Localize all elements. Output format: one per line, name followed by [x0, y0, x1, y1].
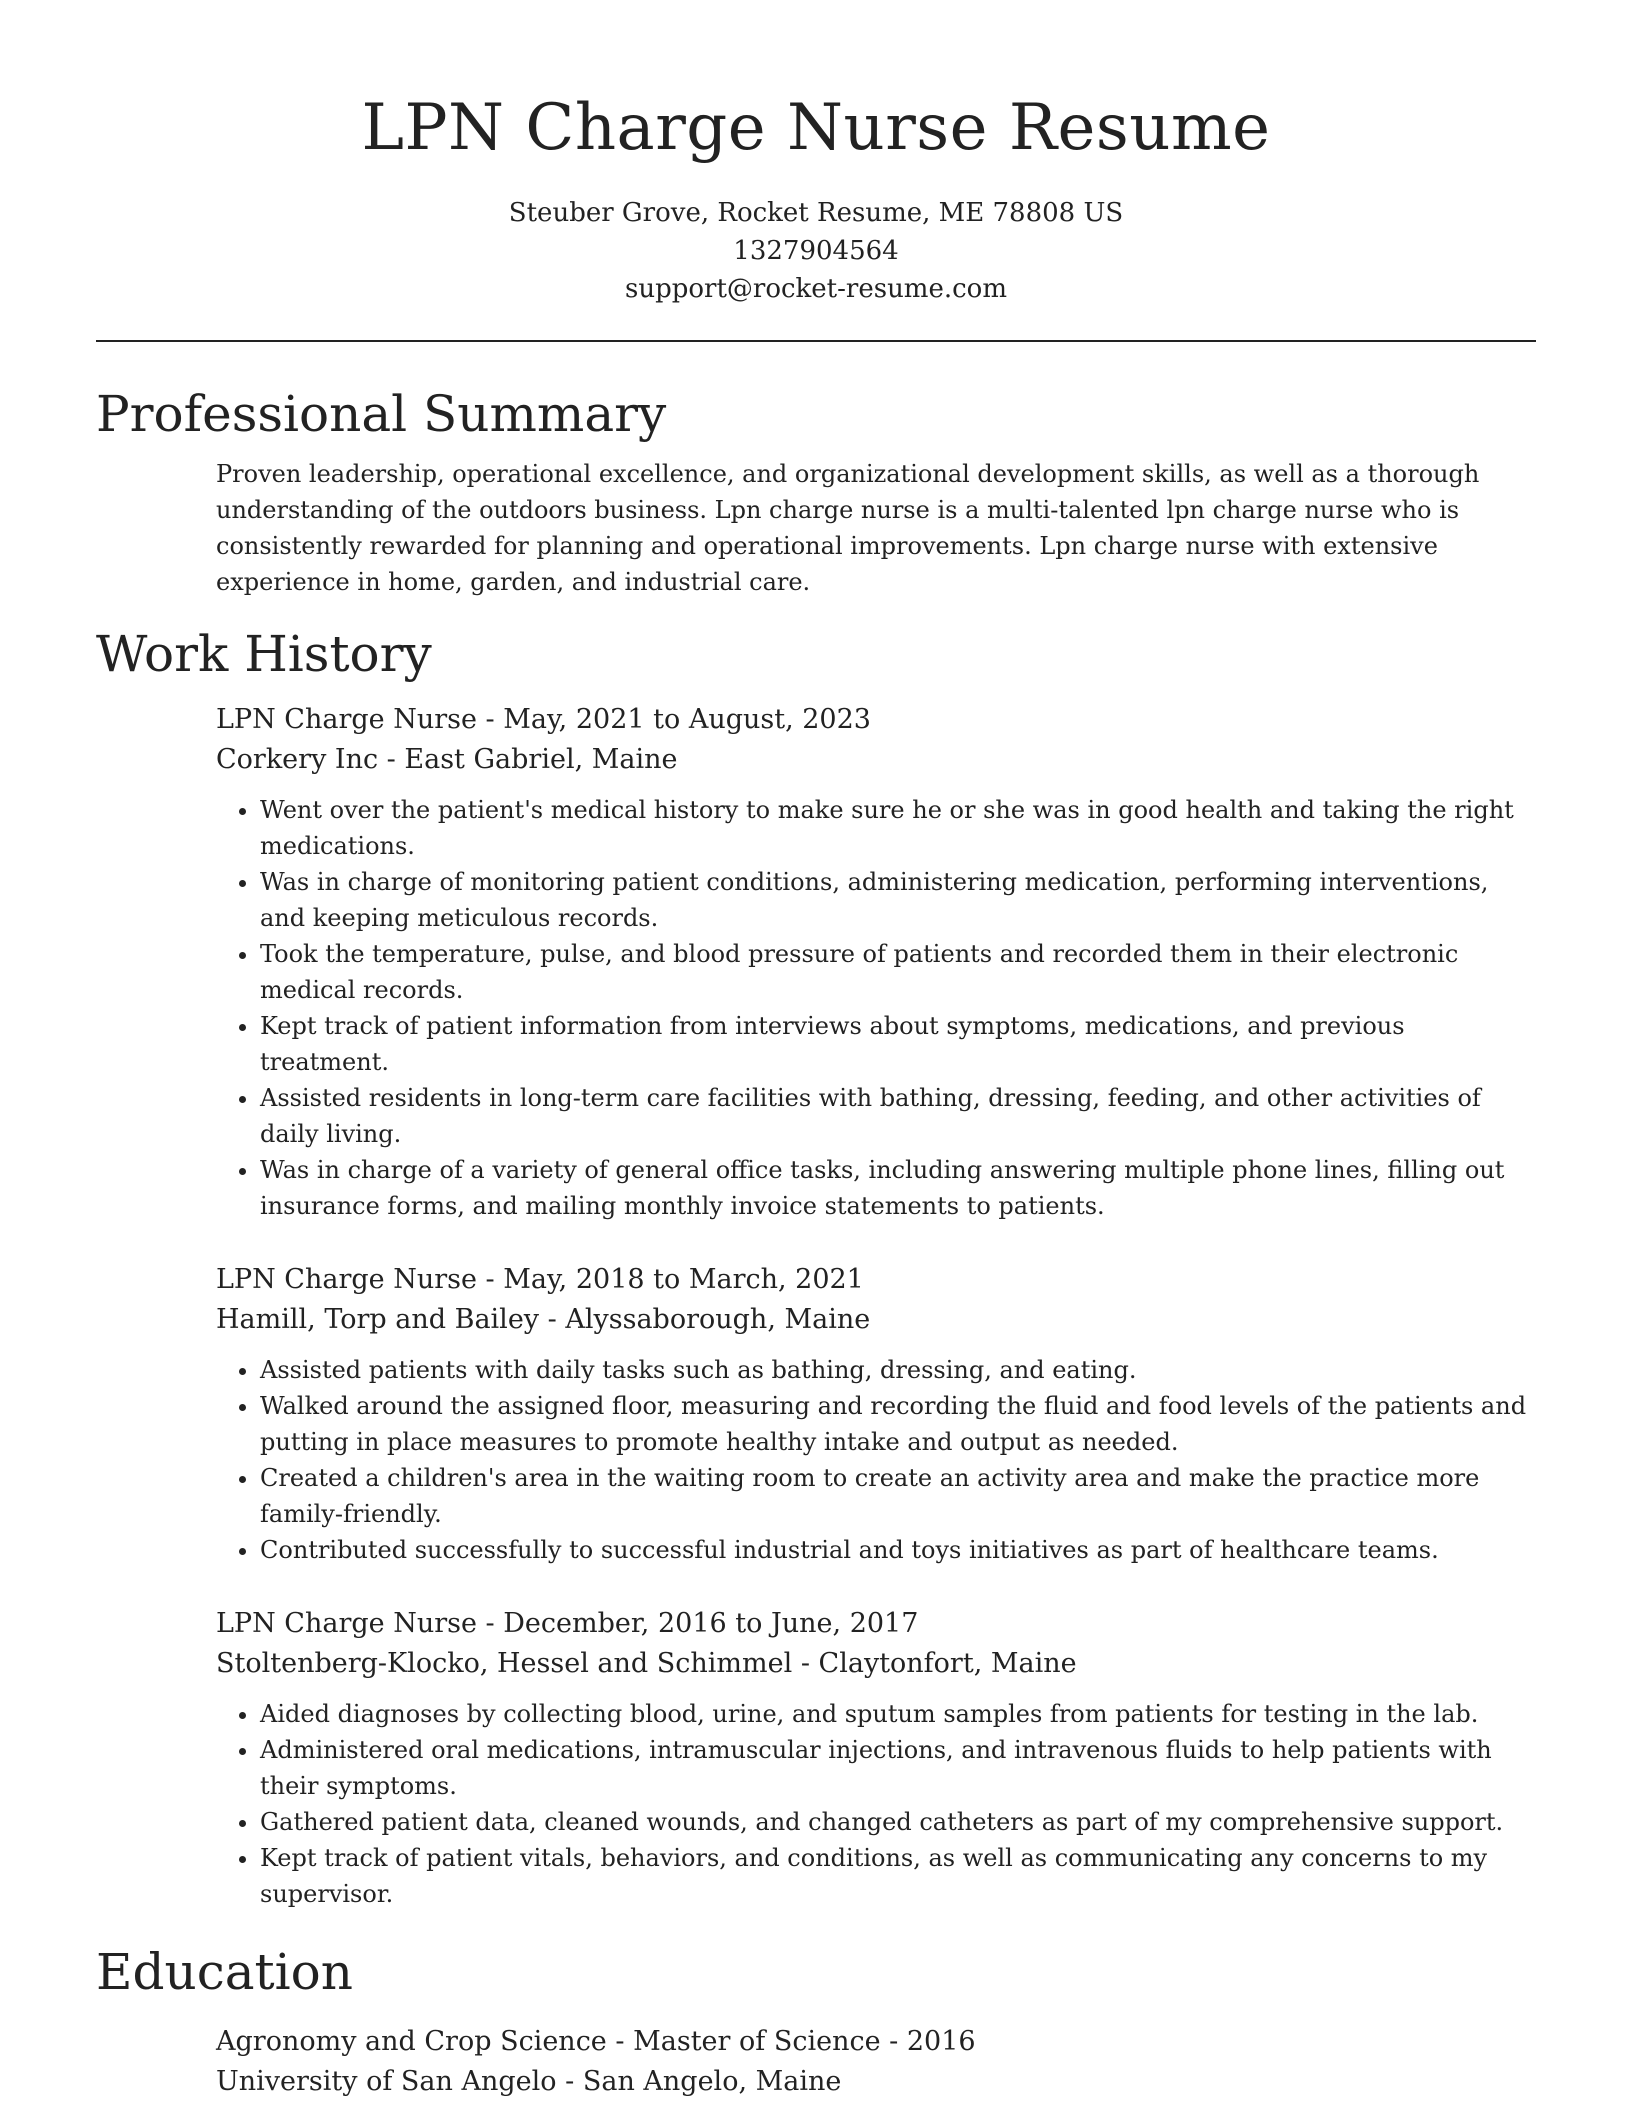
job-location: East Gabriel, Maine	[404, 744, 678, 775]
dash-separator: -	[476, 1608, 504, 1639]
job-title: LPN Charge Nurse	[216, 1608, 477, 1639]
contact-email: support@rocket-resume.com	[624, 274, 1007, 304]
dash-separator: -	[880, 2026, 907, 2057]
job-title-line	[216, 1604, 1536, 1644]
job-location: Claytonfort, Maine	[818, 1648, 1077, 1679]
job-company: Hamill, Torp and Bailey	[216, 1304, 540, 1335]
job-bullet: • Assisted residents in long-term care facilities with bathing, dressing, feeding, and other activities of daily living.	[260, 1080, 1536, 1152]
job-bullets	[216, 1352, 1536, 1568]
job-entry	[216, 700, 1536, 1224]
job-bullet: • Kept track of patient information from interviews about symptoms, medications, and previous treatment.	[260, 1008, 1536, 1080]
dash-separator: -	[792, 1648, 819, 1679]
education-location: San Angelo, Maine	[582, 2066, 842, 2097]
header-divider	[96, 340, 1536, 342]
work-history-section	[96, 622, 1536, 1912]
education-field: Agronomy and Crop Science	[216, 2026, 607, 2057]
job-bullet: • Was in charge of a variety of general office tasks, including answering multiple phone lines, filling out insurance forms, and mailing monthly invoice statements to patients.	[260, 1152, 1536, 1224]
job-company: Corkery Inc	[216, 744, 379, 775]
education-degree-line	[216, 2022, 1536, 2062]
job-company-line	[216, 1644, 1536, 1684]
job-bullet: • Assisted patients with daily tasks such as bathing, dressing, and eating.	[260, 1352, 1536, 1388]
job-bullet: • Went over the patient's medical history to make sure he or she was in good health and taking the right medications.	[260, 792, 1536, 864]
dash-separator: -	[378, 744, 405, 775]
summary-section	[96, 382, 1536, 600]
dash-separator: -	[606, 2026, 634, 2057]
work-history-heading: Work History	[96, 625, 432, 683]
job-bullet: • Created a children's area in the waiting room to create an activity area and make the practice more family-friendly.	[260, 1460, 1536, 1532]
education-year: 2016	[906, 2026, 976, 2057]
job-bullet: • Was in charge of monitoring patient conditions, administering medication, performing interventions, and keeping meticulous records.	[260, 864, 1536, 936]
education-entry	[216, 2022, 1536, 2102]
contact-phone: 1327904564	[733, 236, 899, 266]
job-company-line	[216, 1300, 1536, 1340]
education-school: University of San Angelo	[216, 2066, 557, 2097]
job-bullet: • Walked around the assigned floor, measuring and recording the fluid and food levels of the patients and putting in place measures to promote healthy intake and output as needed.	[260, 1388, 1536, 1460]
job-bullet: • Kept track of patient vitals, behaviors, and conditions, as well as communicating any concerns to my supervisor.	[260, 1840, 1536, 1912]
dash-separator: -	[556, 2066, 583, 2097]
job-location: Alyssaborough, Maine	[565, 1304, 871, 1335]
job-entry	[216, 1604, 1536, 1912]
education-school-line	[216, 2062, 1536, 2102]
job-entry	[216, 1260, 1536, 1568]
dash-separator: -	[539, 1304, 566, 1335]
job-company-line	[216, 740, 1536, 780]
contact-address: Steuber Grove, Rocket Resume, ME 78808 US	[508, 198, 1124, 228]
job-bullet: • Contributed successfully to successful industrial and toys initiatives as part of healthcare teams.	[260, 1532, 1536, 1568]
job-dates: May, 2018 to March, 2021	[503, 1264, 864, 1295]
job-dates: May, 2021 to August, 2023	[503, 704, 871, 735]
summary-heading: Professional Summary	[96, 385, 667, 443]
job-title-line	[216, 700, 1536, 740]
education-heading: Education	[96, 1943, 353, 2001]
job-bullet: • Gathered patient data, cleaned wounds, and changed catheters as part of my comprehensive support.	[260, 1804, 1536, 1840]
job-bullet: • Took the temperature, pulse, and blood pressure of patients and recorded them in their electronic medical records.	[260, 936, 1536, 1008]
dash-separator: -	[476, 704, 504, 735]
resume-title: LPN Charge Nurse Resume	[361, 91, 1271, 165]
contact-block	[96, 194, 1536, 308]
job-title: LPN Charge Nurse	[216, 704, 477, 735]
job-bullets	[216, 792, 1536, 1224]
job-bullet: • Administered oral medications, intramuscular injections, and intravenous fluids to help patients with their symptoms.	[260, 1732, 1536, 1804]
job-dates: December, 2016 to June, 2017	[503, 1608, 919, 1639]
job-bullet: • Aided diagnoses by collecting blood, urine, and sputum samples from patients for testing in the lab.	[260, 1696, 1536, 1732]
job-bullets	[216, 1696, 1536, 1912]
job-title-line	[216, 1260, 1536, 1300]
resume-page	[96, 0, 1536, 2102]
job-title: LPN Charge Nurse	[216, 1264, 477, 1295]
job-company: Stoltenberg-Klocko, Hessel and Schimmel	[216, 1648, 793, 1679]
summary-text: Proven leadership, operational excellence, and organizational development skills, as well as a thorough understanding of the outdoors business. Lpn charge nurse is a multi-talented lpn charge nurse who is consistently rewarded for planning and operational improvements. Lpn charge nurse with extensive experience in home, garden, and industrial care.	[216, 460, 1480, 596]
resume-header	[96, 0, 1536, 308]
education-section	[96, 1940, 1536, 2102]
dash-separator: -	[476, 1264, 504, 1295]
education-degree: Master of Science	[633, 2026, 881, 2057]
